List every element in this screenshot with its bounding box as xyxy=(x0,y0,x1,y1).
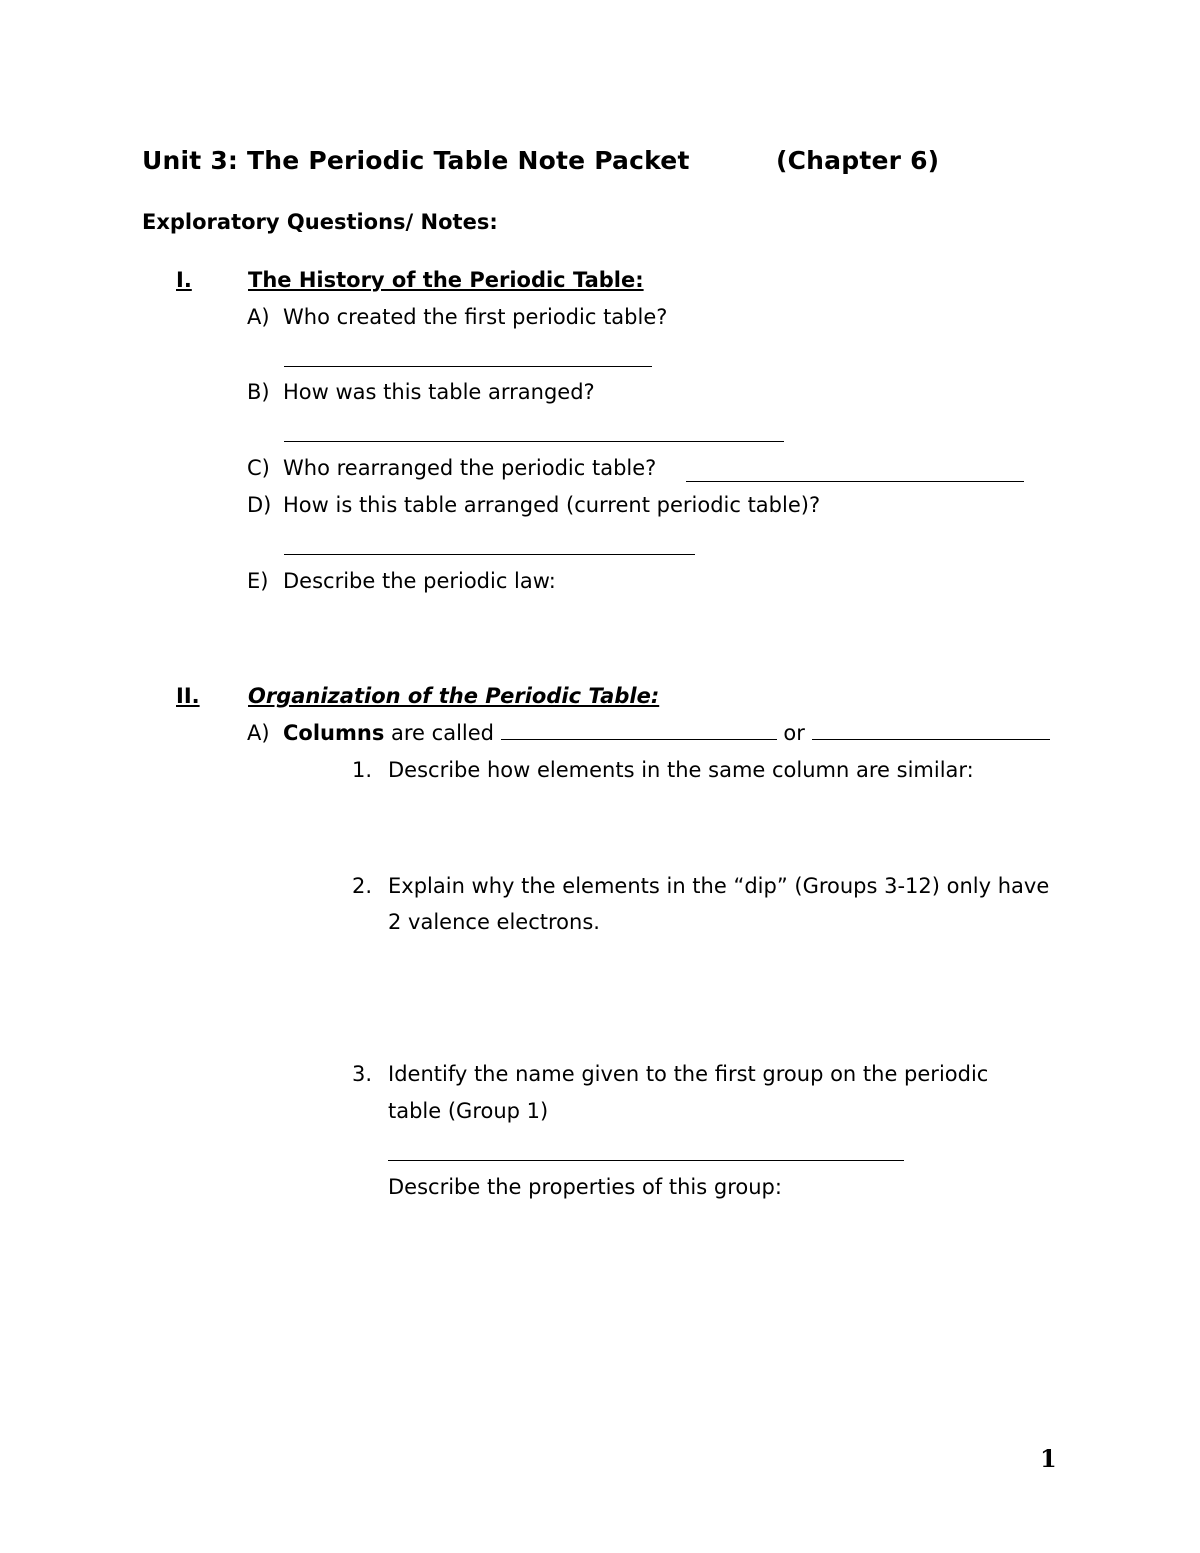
question-e: E) Describe the periodic law: xyxy=(247,569,556,593)
list-item-1: 1. Describe how elements in the same column are similar: xyxy=(352,758,974,782)
list-item-2: 2. Explain why the elements in the “dip” (Groups 3-12) only have xyxy=(352,874,1050,898)
answer-blank-a[interactable] xyxy=(284,366,652,367)
answer-blank-b[interactable] xyxy=(284,441,784,442)
page-title: Unit 3: The Periodic Table Note Packet xyxy=(142,146,690,175)
section-heading-organization xyxy=(176,684,659,708)
section-title: Organization of the Periodic Table: xyxy=(248,684,660,708)
page-number: 1 xyxy=(1040,1444,1057,1473)
section-heading-history xyxy=(176,268,644,292)
question-columns: A) Columns are called or xyxy=(247,721,1050,745)
list-item-2-continued: 2 valence electrons. xyxy=(388,910,600,934)
list-item-3: 3. Identify the name given to the first group on the periodic xyxy=(352,1062,989,1086)
columns-term: Columns xyxy=(283,721,385,745)
section-number: I. xyxy=(176,268,192,292)
subheading: Exploratory Questions/ Notes: xyxy=(142,210,498,234)
chapter-label: (Chapter 6) xyxy=(776,146,940,175)
section-title: The History of the Periodic Table: xyxy=(248,268,644,292)
question-b: B) How was this table arranged? xyxy=(247,380,595,404)
answer-blank-c[interactable] xyxy=(686,481,1024,482)
answer-blank-d[interactable] xyxy=(284,554,695,555)
question-a: A) Who created the first periodic table? xyxy=(247,305,668,329)
section-number: II. xyxy=(176,684,200,708)
answer-blank-columns-2[interactable] xyxy=(812,721,1050,740)
list-item-3-continued: table (Group 1) xyxy=(388,1099,549,1123)
answer-blank-group1[interactable] xyxy=(388,1160,904,1161)
question-d: D) How is this table arranged (current periodic table)? xyxy=(247,493,821,517)
list-item-3-followup: Describe the properties of this group: xyxy=(388,1175,782,1199)
answer-blank-columns-1[interactable] xyxy=(501,721,777,740)
question-c: C) Who rearranged the periodic table? xyxy=(247,456,657,480)
